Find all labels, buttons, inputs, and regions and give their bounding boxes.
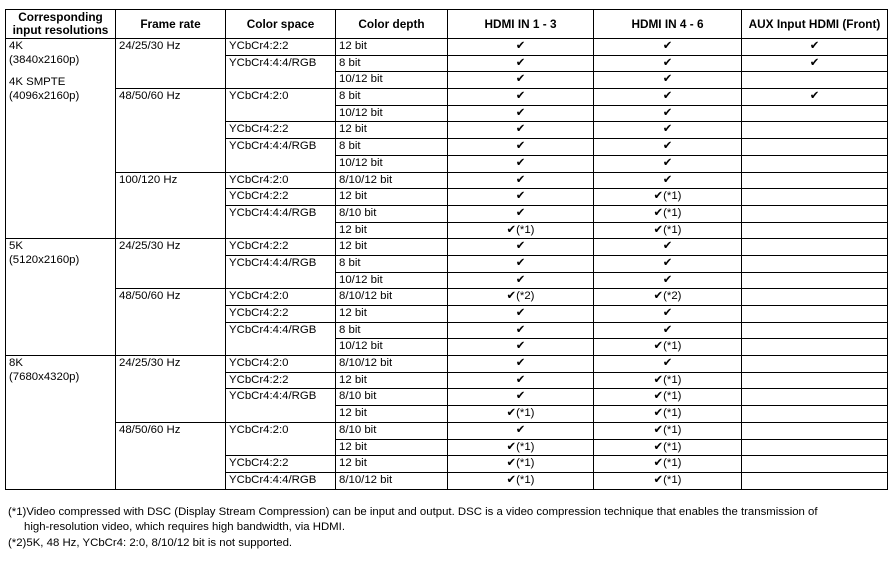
cell-resolution <box>6 239 116 356</box>
cell-hdmi-1-3: ✔ <box>448 72 594 89</box>
cell-color-depth: 8/10/12 bit <box>336 289 448 306</box>
cell-frame-rate: 48/50/60 Hz <box>116 89 226 172</box>
cell-color-space: YCbCr4:2:2 <box>226 39 336 56</box>
cell-color-depth: 8/10 bit <box>336 422 448 439</box>
cell-aux <box>742 255 888 272</box>
cell-aux <box>742 122 888 139</box>
cell-color-space: YCbCr4:2:0 <box>226 172 336 189</box>
cell-hdmi-4-6: ✔(*1) <box>594 339 742 356</box>
cell-color-space: YCbCr4:2:2 <box>226 456 336 473</box>
cell-hdmi-1-3: ✔ <box>448 306 594 323</box>
cell-hdmi-4-6: ✔ <box>594 172 742 189</box>
cell-aux <box>742 306 888 323</box>
cell-hdmi-1-3: ✔ <box>448 372 594 389</box>
cell-hdmi-1-3: ✔ <box>448 155 594 172</box>
cell-frame-rate: 48/50/60 Hz <box>116 289 226 356</box>
cell-color-depth: 12 bit <box>336 189 448 206</box>
cell-color-space: YCbCr4:2:0 <box>226 422 336 455</box>
cell-color-depth: 12 bit <box>336 439 448 456</box>
cell-color-depth: 12 bit <box>336 239 448 256</box>
supported-formats-table <box>5 9 888 490</box>
header-color-space: Color space <box>226 10 336 39</box>
header-hdmi-in-1-3: HDMI IN 1 - 3 <box>448 10 594 39</box>
cell-color-depth: 12 bit <box>336 456 448 473</box>
cell-hdmi-1-3: ✔ <box>448 239 594 256</box>
cell-hdmi-1-3: ✔ <box>448 139 594 156</box>
cell-hdmi-1-3: ✔(*2) <box>448 289 594 306</box>
cell-hdmi-1-3: ✔ <box>448 189 594 206</box>
cell-color-depth: 12 bit <box>336 306 448 323</box>
cell-hdmi-1-3: ✔(*1) <box>448 222 594 239</box>
cell-aux <box>742 439 888 456</box>
cell-hdmi-1-3: ✔ <box>448 122 594 139</box>
cell-hdmi-4-6: ✔ <box>594 239 742 256</box>
resolution-label: 4K <box>9 40 23 52</box>
cell-color-depth: 10/12 bit <box>336 105 448 122</box>
table-row <box>6 89 888 106</box>
cell-color-space: YCbCr4:2:0 <box>226 289 336 306</box>
resolution-label: 8K <box>9 357 23 370</box>
cell-hdmi-1-3: ✔ <box>448 39 594 56</box>
resolution-label: 5K <box>9 240 23 253</box>
cell-hdmi-4-6: ✔ <box>594 55 742 72</box>
cell-frame-rate: 24/25/30 Hz <box>116 356 226 423</box>
footnote-1-line-1: (*1)Video compressed with DSC (Display Stream Compression) can be input and output. DSC is a video compression technique that enables the transmission of <box>8 506 818 518</box>
cell-color-space: YCbCr4:4:4/RGB <box>226 389 336 422</box>
header-aux-input: AUX Input HDMI (Front) <box>742 10 888 39</box>
cell-color-depth: 8/10 bit <box>336 389 448 406</box>
table-row <box>6 422 888 439</box>
cell-color-depth: 10/12 bit <box>336 72 448 89</box>
cell-aux <box>742 472 888 489</box>
cell-aux <box>742 422 888 439</box>
cell-color-depth: 8/10 bit <box>336 205 448 222</box>
cell-hdmi-4-6: ✔(*1) <box>594 472 742 489</box>
cell-hdmi-1-3: ✔(*1) <box>448 439 594 456</box>
cell-hdmi-1-3: ✔ <box>448 205 594 222</box>
cell-color-depth: 8 bit <box>336 89 448 106</box>
cell-color-space: YCbCr4:4:4/RGB <box>226 55 336 88</box>
cell-hdmi-4-6: ✔(*1) <box>594 205 742 222</box>
cell-hdmi-1-3: ✔ <box>448 255 594 272</box>
cell-aux: ✔ <box>742 39 888 56</box>
cell-color-depth: 8 bit <box>336 255 448 272</box>
cell-aux <box>742 356 888 373</box>
cell-aux <box>742 239 888 256</box>
cell-hdmi-1-3: ✔ <box>448 89 594 106</box>
cell-color-depth: 8 bit <box>336 139 448 156</box>
cell-hdmi-4-6: ✔(*1) <box>594 189 742 206</box>
table-row <box>6 239 888 256</box>
cell-hdmi-4-6: ✔ <box>594 255 742 272</box>
header-color-depth: Color depth <box>336 10 448 39</box>
cell-hdmi-4-6: ✔ <box>594 139 742 156</box>
cell-hdmi-4-6: ✔(*1) <box>594 372 742 389</box>
cell-aux <box>742 155 888 172</box>
resolution-label: (4096x2160p) <box>9 90 80 102</box>
table-header-row <box>6 10 888 39</box>
cell-hdmi-1-3: ✔(*1) <box>448 456 594 473</box>
cell-hdmi-1-3: ✔ <box>448 322 594 339</box>
cell-hdmi-4-6: ✔(*1) <box>594 422 742 439</box>
resolution-label: (5120x2160p) <box>9 254 80 267</box>
cell-color-space: YCbCr4:2:0 <box>226 356 336 373</box>
cell-color-depth: 8/10/12 bit <box>336 172 448 189</box>
cell-aux <box>742 222 888 239</box>
cell-aux <box>742 189 888 206</box>
cell-hdmi-4-6: ✔ <box>594 122 742 139</box>
cell-color-depth: 8 bit <box>336 322 448 339</box>
cell-hdmi-4-6: ✔ <box>594 89 742 106</box>
header-hdmi-in-4-6: HDMI IN 4 - 6 <box>594 10 742 39</box>
cell-color-depth: 8/10/12 bit <box>336 356 448 373</box>
cell-hdmi-4-6: ✔(*1) <box>594 456 742 473</box>
cell-hdmi-4-6: ✔(*1) <box>594 389 742 406</box>
cell-color-depth: 12 bit <box>336 406 448 423</box>
cell-hdmi-1-3: ✔ <box>448 389 594 406</box>
resolution-label: (7680x4320p) <box>9 371 80 384</box>
cell-aux <box>742 72 888 89</box>
resolution-label <box>9 67 115 75</box>
cell-frame-rate: 24/25/30 Hz <box>116 239 226 289</box>
cell-hdmi-4-6: ✔(*1) <box>594 406 742 423</box>
footnote-1-line-2: high-resolution video, which requires high bandwidth, via HDMI. <box>24 521 346 534</box>
cell-color-depth: 12 bit <box>336 39 448 56</box>
cell-color-depth: 12 bit <box>336 372 448 389</box>
format-table-container <box>5 9 888 490</box>
cell-hdmi-1-3: ✔(*1) <box>448 472 594 489</box>
cell-hdmi-4-6: ✔ <box>594 105 742 122</box>
cell-aux <box>742 105 888 122</box>
cell-color-depth: 12 bit <box>336 222 448 239</box>
cell-hdmi-1-3: ✔ <box>448 172 594 189</box>
cell-color-depth: 10/12 bit <box>336 339 448 356</box>
header-resolutions: Corresponding input resolutions <box>6 10 116 39</box>
resolution-label: 4K SMPTE <box>9 76 66 88</box>
cell-frame-rate: 100/120 Hz <box>116 172 226 239</box>
footnotes <box>8 505 888 551</box>
cell-hdmi-4-6: ✔(*1) <box>594 222 742 239</box>
cell-color-space: YCbCr4:2:2 <box>226 122 336 139</box>
cell-aux <box>742 205 888 222</box>
cell-hdmi-4-6: ✔ <box>594 322 742 339</box>
table-row <box>6 289 888 306</box>
cell-hdmi-1-3: ✔ <box>448 272 594 289</box>
footnote-2: (*2)5K, 48 Hz, YCbCr4: 2:0, 8/10/12 bit is not supported. <box>8 536 293 549</box>
cell-color-depth: 8/10/12 bit <box>336 472 448 489</box>
cell-aux <box>742 372 888 389</box>
table-row <box>6 39 888 56</box>
cell-color-space: YCbCr4:2:2 <box>226 372 336 389</box>
cell-color-depth: 8 bit <box>336 55 448 72</box>
cell-color-space: YCbCr4:2:2 <box>226 239 336 256</box>
header-frame-rate: Frame rate <box>116 10 226 39</box>
cell-aux <box>742 272 888 289</box>
cell-hdmi-4-6: ✔ <box>594 72 742 89</box>
cell-hdmi-4-6: ✔ <box>594 39 742 56</box>
cell-color-depth: 10/12 bit <box>336 272 448 289</box>
cell-aux <box>742 322 888 339</box>
table-row <box>6 356 888 373</box>
cell-color-space: YCbCr4:2:2 <box>226 189 336 206</box>
cell-hdmi-4-6: ✔ <box>594 272 742 289</box>
cell-aux: ✔ <box>742 89 888 106</box>
cell-color-space: YCbCr4:4:4/RGB <box>226 205 336 238</box>
cell-resolution <box>6 39 116 239</box>
cell-color-space: YCbCr4:4:4/RGB <box>226 472 336 489</box>
cell-frame-rate: 48/50/60 Hz <box>116 422 226 489</box>
cell-color-space: YCbCr4:4:4/RGB <box>226 139 336 172</box>
cell-hdmi-1-3: ✔(*1) <box>448 406 594 423</box>
cell-aux <box>742 389 888 406</box>
cell-color-space: YCbCr4:4:4/RGB <box>226 255 336 288</box>
cell-aux <box>742 139 888 156</box>
cell-color-depth: 12 bit <box>336 122 448 139</box>
cell-hdmi-4-6: ✔ <box>594 155 742 172</box>
cell-hdmi-1-3: ✔ <box>448 422 594 439</box>
cell-aux <box>742 172 888 189</box>
cell-aux: ✔ <box>742 55 888 72</box>
cell-frame-rate: 24/25/30 Hz <box>116 39 226 89</box>
resolution-label: (3840x2160p) <box>9 54 80 66</box>
table-row <box>6 172 888 189</box>
cell-color-space: YCbCr4:2:2 <box>226 306 336 323</box>
cell-hdmi-1-3: ✔ <box>448 339 594 356</box>
cell-hdmi-1-3: ✔ <box>448 55 594 72</box>
cell-aux <box>742 289 888 306</box>
cell-color-depth: 10/12 bit <box>336 155 448 172</box>
cell-color-space: YCbCr4:4:4/RGB <box>226 322 336 355</box>
cell-hdmi-1-3: ✔ <box>448 356 594 373</box>
cell-aux <box>742 339 888 356</box>
cell-hdmi-1-3: ✔ <box>448 105 594 122</box>
cell-hdmi-4-6: ✔(*1) <box>594 439 742 456</box>
cell-aux <box>742 456 888 473</box>
cell-hdmi-4-6: ✔ <box>594 306 742 323</box>
cell-resolution <box>6 356 116 490</box>
cell-aux <box>742 406 888 423</box>
cell-hdmi-4-6: ✔(*2) <box>594 289 742 306</box>
cell-hdmi-4-6: ✔ <box>594 356 742 373</box>
cell-color-space: YCbCr4:2:0 <box>226 89 336 122</box>
